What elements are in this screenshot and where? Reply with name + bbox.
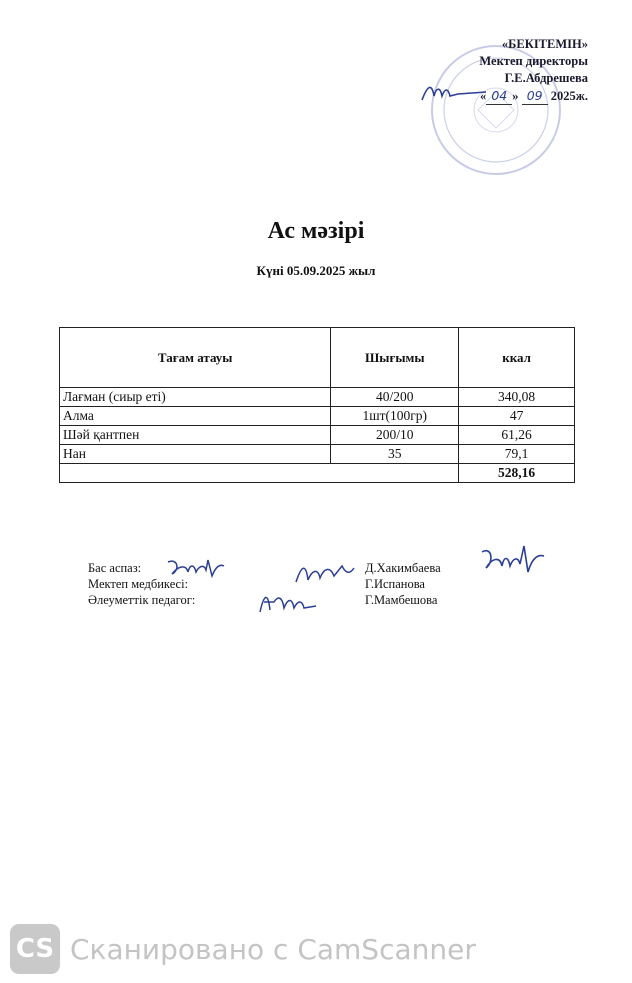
menu-table [59,327,575,483]
table-row [60,407,575,426]
dish-kcal: 47 [459,407,575,426]
page-date: Күні 05.09.2025 жыл [256,263,376,278]
table-header-row [60,328,575,388]
name-school-nurse: Г.Испанова [365,577,425,591]
approval-position: Мектеп директоры [479,54,588,68]
social-pedagogue-signature [256,588,320,616]
total-kcal: 528,16 [459,464,575,483]
dish-kcal: 61,26 [459,426,575,445]
dish-kcal: 79,1 [459,445,575,464]
approval-director-name: Г.Е.Абдрешева [504,71,588,85]
camscanner-logo-icon: CS [10,924,60,974]
camscanner-text: Сканировано с CamScanner [70,932,476,966]
dish-yield: 35 [331,445,459,464]
approval-date: « 04 » 09 2025ж. [480,88,588,103]
dish-yield: 1шт(100гр) [331,407,459,426]
approval-date-day: 04 [486,87,512,105]
name-head-cook: Д.Хакимбаева [365,561,441,575]
role-school-nurse: Мектеп медбикесі: [88,577,189,591]
page-title: Ас мәзірі [267,218,365,244]
camscanner-watermark [10,924,476,974]
signer-names [365,560,441,608]
table-row [60,445,575,464]
director-signature [418,80,490,104]
dish-yield: 40/200 [331,388,459,407]
name-social-pedagogue: Г.Мамбешова [365,593,438,607]
head-cook-signature [164,556,226,580]
dish-name: Алма [60,407,331,426]
school-nurse-signature [292,560,356,586]
dish-kcal: 340,08 [459,388,575,407]
dish-name: Шәй қантпен [60,426,331,445]
header-kcal: ккал [459,328,575,388]
total-label-cell [60,464,459,483]
approval-date-month: 09 [522,87,548,105]
dish-name: Нан [60,445,331,464]
dish-yield: 200/10 [331,426,459,445]
header-yield: Шығымы [331,328,459,388]
role-social-pedagogue: Әлеуметтік педагог: [88,593,196,607]
table-row [60,426,575,445]
approval-date-year: 2025ж. [550,89,588,103]
approval-heading: «БЕКІТЕМІН» [501,37,588,51]
head-cook-signature-2 [476,542,546,576]
table-total-row [60,464,575,483]
table-row [60,388,575,407]
role-head-cook: Бас аспаз: [88,561,142,575]
dish-name: Лағман (сиыр еті) [60,388,331,407]
header-dish-name: Тағам атауы [60,328,331,388]
